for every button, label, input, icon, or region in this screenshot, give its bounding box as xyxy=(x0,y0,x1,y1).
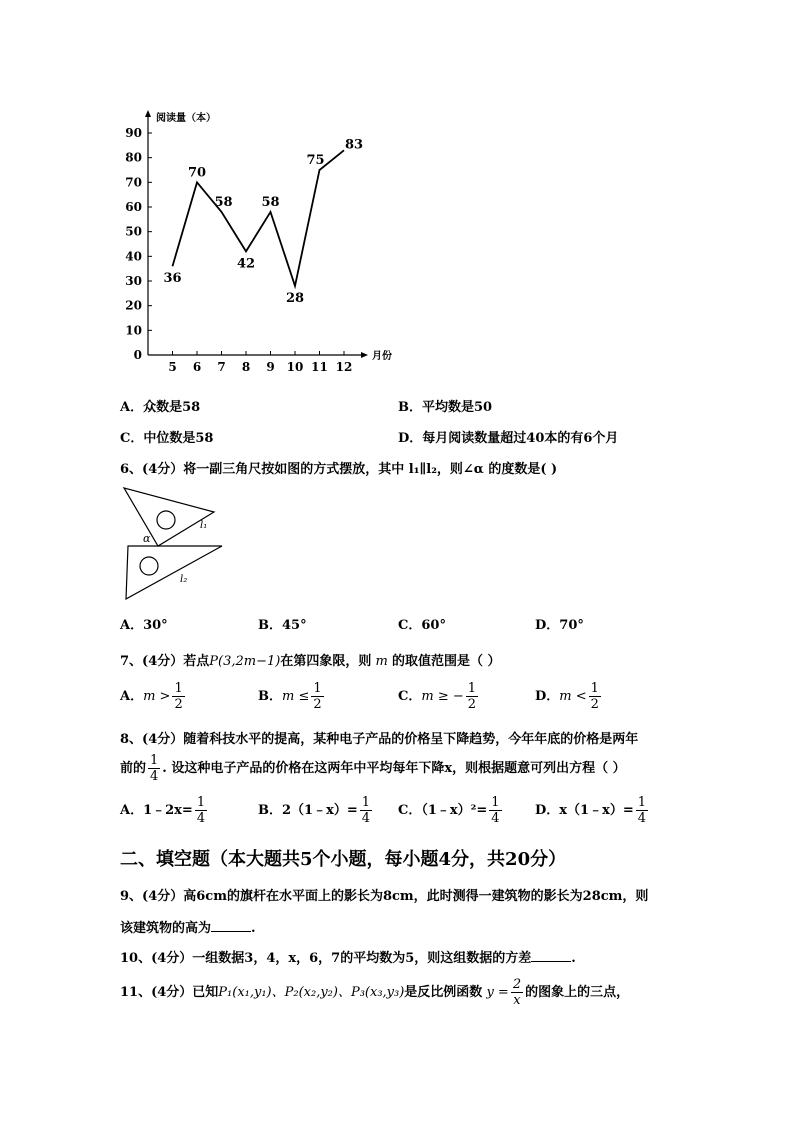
y-tick-label: 80 xyxy=(125,150,142,165)
q6-option-a: A．30° xyxy=(120,618,168,633)
x-tick-label: 10 xyxy=(286,360,304,374)
data-label: 42 xyxy=(236,256,256,272)
y-tick-label: 70 xyxy=(125,175,142,190)
q10-stem: 10、(4分）一组数据3，4，x，6，7的平均数为5，则这组数据的方差 . xyxy=(120,951,576,966)
q8-option-b: B．2（1﹣x）= $\frac{1}{4}$ xyxy=(258,795,371,826)
answer-blank[interactable] xyxy=(211,919,251,932)
y-tick-label: 60 xyxy=(125,200,142,214)
q5-option-d: D．每月阅读数量超过40本的有6个月 xyxy=(398,431,619,446)
q7-option-a: A．m > $\frac{1}{2}$ xyxy=(120,681,183,712)
data-label: 28 xyxy=(285,290,305,306)
q6-option-d: D．70° xyxy=(535,618,584,633)
x-tick-label: 5 xyxy=(168,360,177,374)
y-axis-arrow xyxy=(145,110,151,117)
q9-stem-line2: 该建筑物的高为 . xyxy=(120,921,256,936)
triangle-rulers-figure xyxy=(118,484,230,604)
y-tick-label: 40 xyxy=(125,249,142,264)
y-tick-label: 90 xyxy=(125,126,142,140)
q7-option-d: D．m < $\frac{1}{2}$ xyxy=(535,681,599,712)
q6-stem: 6、(4分）将一副三角尺按如图的方式摆放，其中 l₁∥l₂，则∠α 的度数是( ) xyxy=(120,462,558,477)
triangle-upper xyxy=(124,488,214,546)
y-tick-label: 30 xyxy=(125,274,142,288)
q5-option-a: A．众数是58 xyxy=(120,400,201,415)
q6-option-b: B．45° xyxy=(258,618,307,633)
x-axis-arrow xyxy=(361,352,368,358)
q5-option-c: C．中位数是58 xyxy=(120,431,214,446)
y-tick-label: 10 xyxy=(125,323,142,338)
q8-stem-line2: 前的 $\frac{1}{4}$ . 设这种电子产品的价格在这两年中平均每年下降x，则根据题意可列出方程（ ） xyxy=(120,753,626,784)
angle-alpha-label: α xyxy=(143,532,151,545)
q7-stem: 7、(4分）若点P(3,2m−1)在第四象限，则 m 的取值范围是（ ） xyxy=(120,654,501,669)
q7-option-c: C．m ≥ − $\frac{1}{2}$ xyxy=(398,681,477,712)
data-label: 75 xyxy=(306,153,325,168)
hole-lower xyxy=(140,557,158,575)
q7-option-b: B．m ≤ $\frac{1}{2}$ xyxy=(258,681,322,712)
data-label: 83 xyxy=(344,137,364,153)
q9-stem-line1: 9、(4分）高6cm的旗杆在水平面上的影长为8cm，此时测得一建筑物的影长为28cm，则 xyxy=(120,889,649,904)
q8-stem-line1: 8、(4分）随着科技水平的提高，某种电子产品的价格呈下降趋势，今年年底的价格是两年 xyxy=(120,732,639,747)
x-tick-label: 9 xyxy=(266,360,275,374)
q8-option-a: A．1﹣2x= $\frac{1}{4}$ xyxy=(120,795,206,826)
x-tick-label: 11 xyxy=(311,360,328,374)
x-tick-label: 12 xyxy=(335,360,353,374)
y-tick-label: 20 xyxy=(125,298,142,313)
section-heading-fill-blank: 二、填空题（本大题共5个小题，每小题4分，共20分） xyxy=(120,849,567,870)
y-tick-label: 0 xyxy=(133,348,142,362)
data-label: 58 xyxy=(214,194,233,210)
line-l1-label: l₁ xyxy=(200,520,208,531)
y-axis-title: 阅读量（本） xyxy=(156,113,216,124)
hole-upper xyxy=(157,511,175,529)
x-tick-label: 6 xyxy=(192,360,202,374)
y-tick-label: 50 xyxy=(125,224,142,239)
data-label: 58 xyxy=(261,194,280,210)
q6-option-c: C．60° xyxy=(398,618,446,633)
q8-option-d: D．x（1﹣x）= $\frac{1}{4}$ xyxy=(535,795,646,826)
triangle-lower xyxy=(126,546,222,599)
answer-blank[interactable] xyxy=(531,949,571,962)
x-axis-title: 月份 xyxy=(372,351,392,362)
x-tick-label: 8 xyxy=(241,360,251,374)
q11-stem: 11、(4分）已知P₁(x₁,y₁)、P₂(x₂,y₂)、P₃(x₃,y₃)是反比例函数 y = $\frac{2}{x}$ 的图象上的三点， xyxy=(120,977,630,1008)
data-label: 36 xyxy=(163,271,182,287)
q8-option-c: C．（1﹣x）²= $\frac{1}{4}$ xyxy=(398,795,500,826)
reading-line-chart xyxy=(110,105,400,380)
data-label: 70 xyxy=(187,165,207,181)
line-l2-label: l₂ xyxy=(180,574,188,585)
x-tick-label: 7 xyxy=(217,360,226,374)
q5-option-b: B．平均数是50 xyxy=(398,400,493,415)
